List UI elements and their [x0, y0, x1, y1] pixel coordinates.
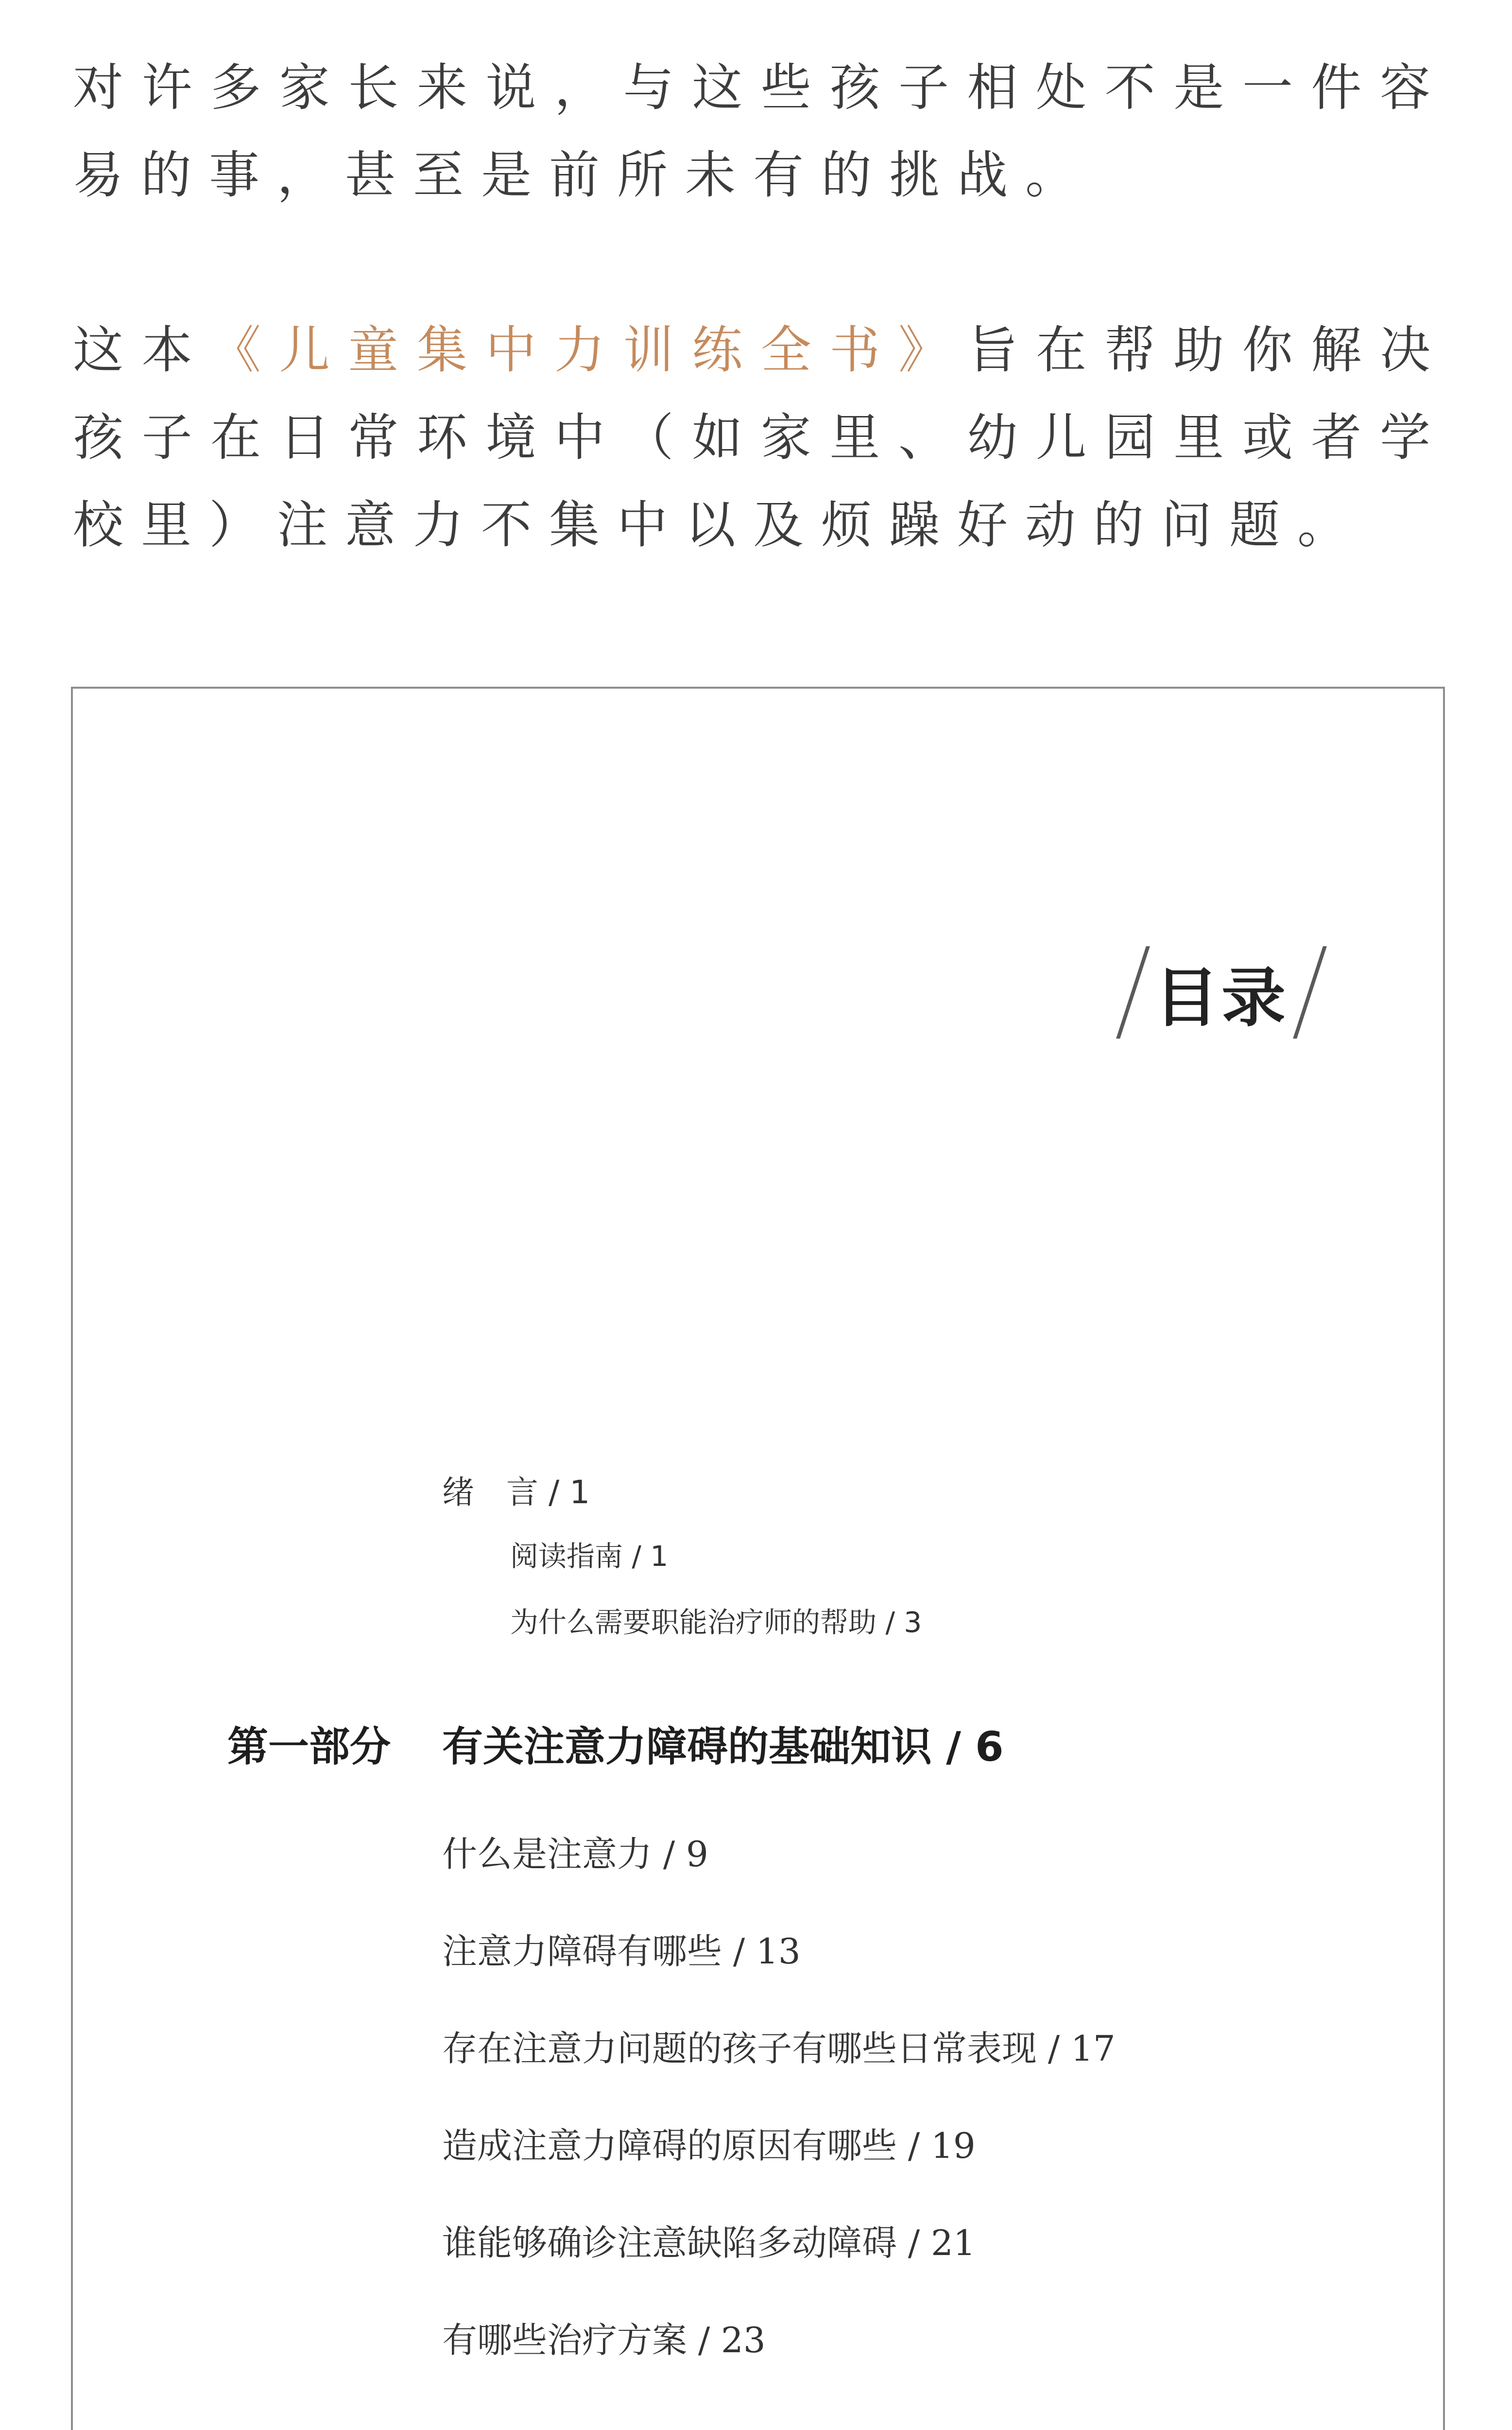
toc-title: 目录	[1154, 960, 1289, 1036]
toc-part-title: 有关注意力障碍的基础知识 / 6	[442, 1723, 1004, 1770]
toc-chapter-5: 谁能够确诊注意缺陷多动障碍 / 21	[442, 2222, 976, 2263]
slash-left-decoration	[1116, 946, 1150, 1039]
toc-chapter-2: 注意力障碍有哪些 / 13	[442, 1931, 801, 1972]
toc-intro-sub-1: 阅读指南 / 1	[510, 1540, 669, 1573]
toc-page-scan	[71, 687, 1445, 2430]
intro-paragraph-2	[73, 306, 1448, 569]
toc-part-label: 第一部分	[227, 1723, 391, 1770]
toc-intro-entry: 绪 言 / 1	[442, 1474, 590, 1511]
paragraph-gap	[73, 219, 1448, 306]
toc-heading	[1131, 946, 1312, 1039]
intro-paragraph-1: 对许多家长来说，与这些孩子相处不是一件容易的事，甚至是前所未有的挑战。	[73, 58, 1448, 205]
intro-text	[73, 44, 1448, 569]
intro-p2-lead: 这本	[73, 320, 211, 380]
toc-chapter-3: 存在注意力问题的孩子有哪些日常表现 / 17	[442, 2028, 1116, 2069]
toc-chapter-1: 什么是注意力 / 9	[442, 1834, 708, 1875]
slash-right-decoration	[1293, 946, 1327, 1039]
intro-p2-rest: 旨在帮助你解决孩子在日常环境中（如家里、幼儿园里或者学校里）注意力不集中以及烦躁好动的问题。	[73, 320, 1448, 555]
book-title-highlight: 《儿童集中力训练全书》	[210, 320, 967, 380]
toc-chapter-6: 有哪些治疗方案 / 23	[442, 2320, 766, 2361]
toc-intro-sub-2: 为什么需要职能治疗师的帮助 / 3	[510, 1606, 922, 1639]
toc-chapter-4: 造成注意力障碍的原因有哪些 / 19	[442, 2125, 976, 2166]
